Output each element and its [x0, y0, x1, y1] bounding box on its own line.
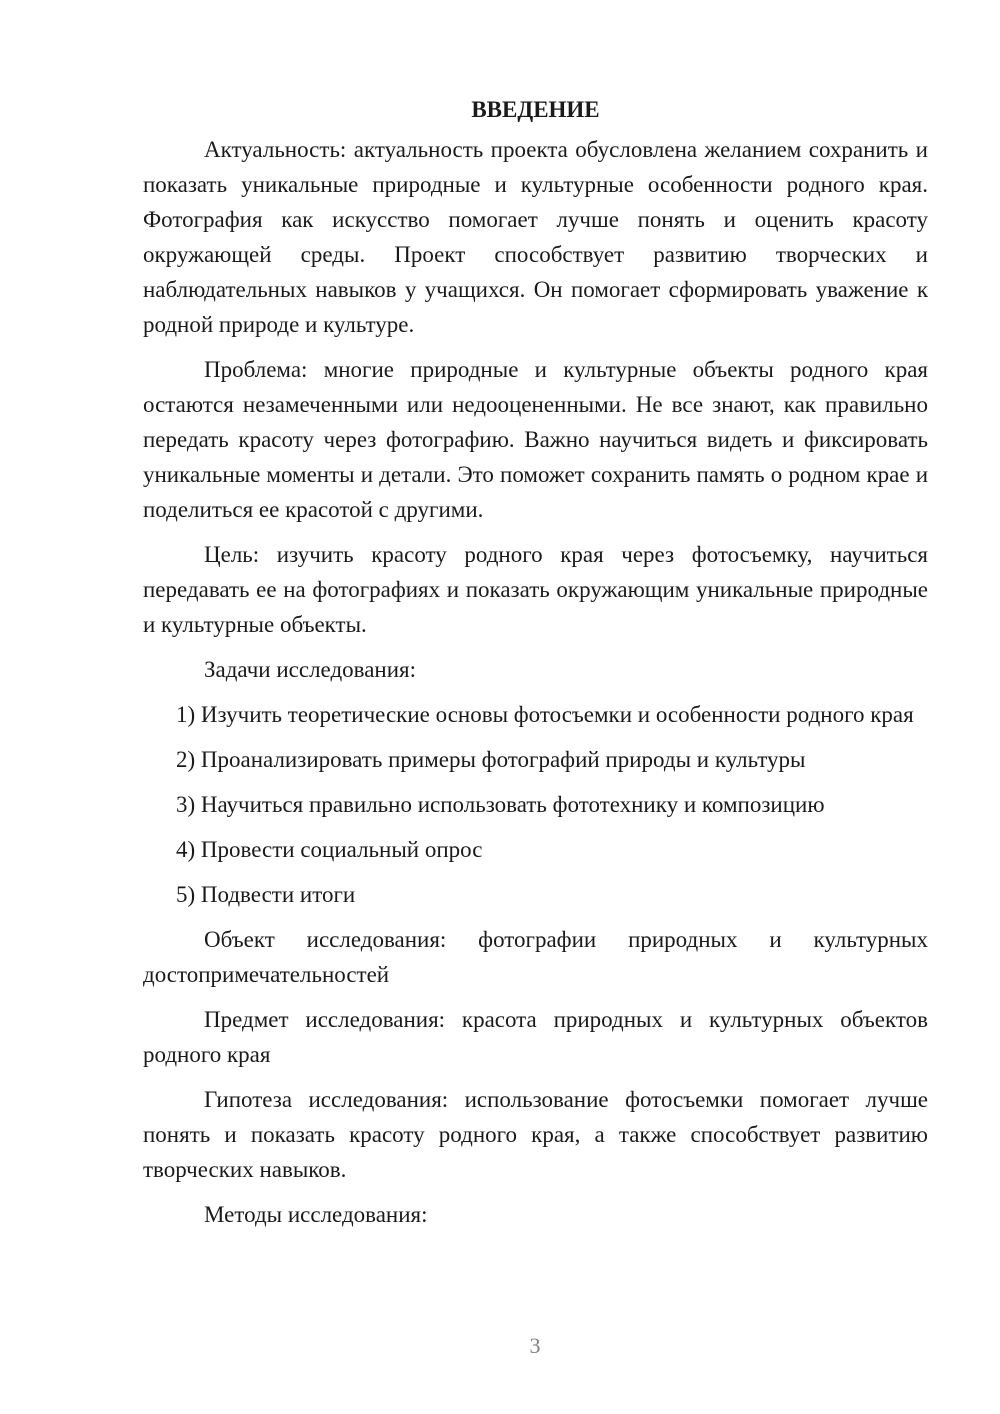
page-content	[143, 92, 928, 1242]
object-paragraph: Объект исследования: фотографии природных и культурных достопримечательностей	[143, 927, 928, 987]
tasks-heading: Задачи исследования:	[204, 657, 417, 682]
task-item: 1) Изучить теоретические основы фотосъемки и особенности родного края	[176, 702, 914, 727]
task-item: 5) Подвести итоги	[176, 882, 356, 907]
hypothesis-paragraph: Гипотеза исследования: использование фотосъемки помогает лучше понять и показать красоту родного края, а также способствует развитию творческих навыков.	[143, 1087, 928, 1182]
goal-paragraph: Цель: изучить красоту родного края через фотосъемку, научиться передавать ее на фотографиях и показать окружающим уникальные природные и культурные объекты.	[143, 542, 928, 637]
section-title: ВВЕДЕНИЕ	[471, 97, 600, 122]
relevance-paragraph: Актуальность: актуальность проекта обусловлена желанием сохранить и показать уникальные природные и культурные особенности родного края. Фотография как искусство помогает лучше понять и оценить красоту окружающей среды. Проект способствует развитию творческих и наблюдательных навыков у учащихся. Он помогает сформировать уважение к родной природе и культуре.	[143, 137, 928, 337]
methods-heading: Методы исследования:	[204, 1202, 428, 1227]
problem-paragraph: Проблема: многие природные и культурные объекты родного края остаются незамеченными или недооцененными. Не все знают, как правильно передать красоту через фотографию. Важно научиться видеть и фиксировать уникальные моменты и детали. Это поможет сохранить память о родном крае и поделиться ее красотой с другими.	[143, 357, 928, 522]
subject-paragraph: Предмет исследования: красота природных и культурных объектов родного края	[143, 1007, 928, 1067]
page-number: 3	[529, 1333, 541, 1358]
task-item: 4) Провести социальный опрос	[176, 837, 483, 862]
task-item: 3) Научиться правильно использовать фототехнику и композицию	[176, 792, 825, 817]
task-item: 2) Проанализировать примеры фотографий природы и культуры	[176, 747, 806, 772]
